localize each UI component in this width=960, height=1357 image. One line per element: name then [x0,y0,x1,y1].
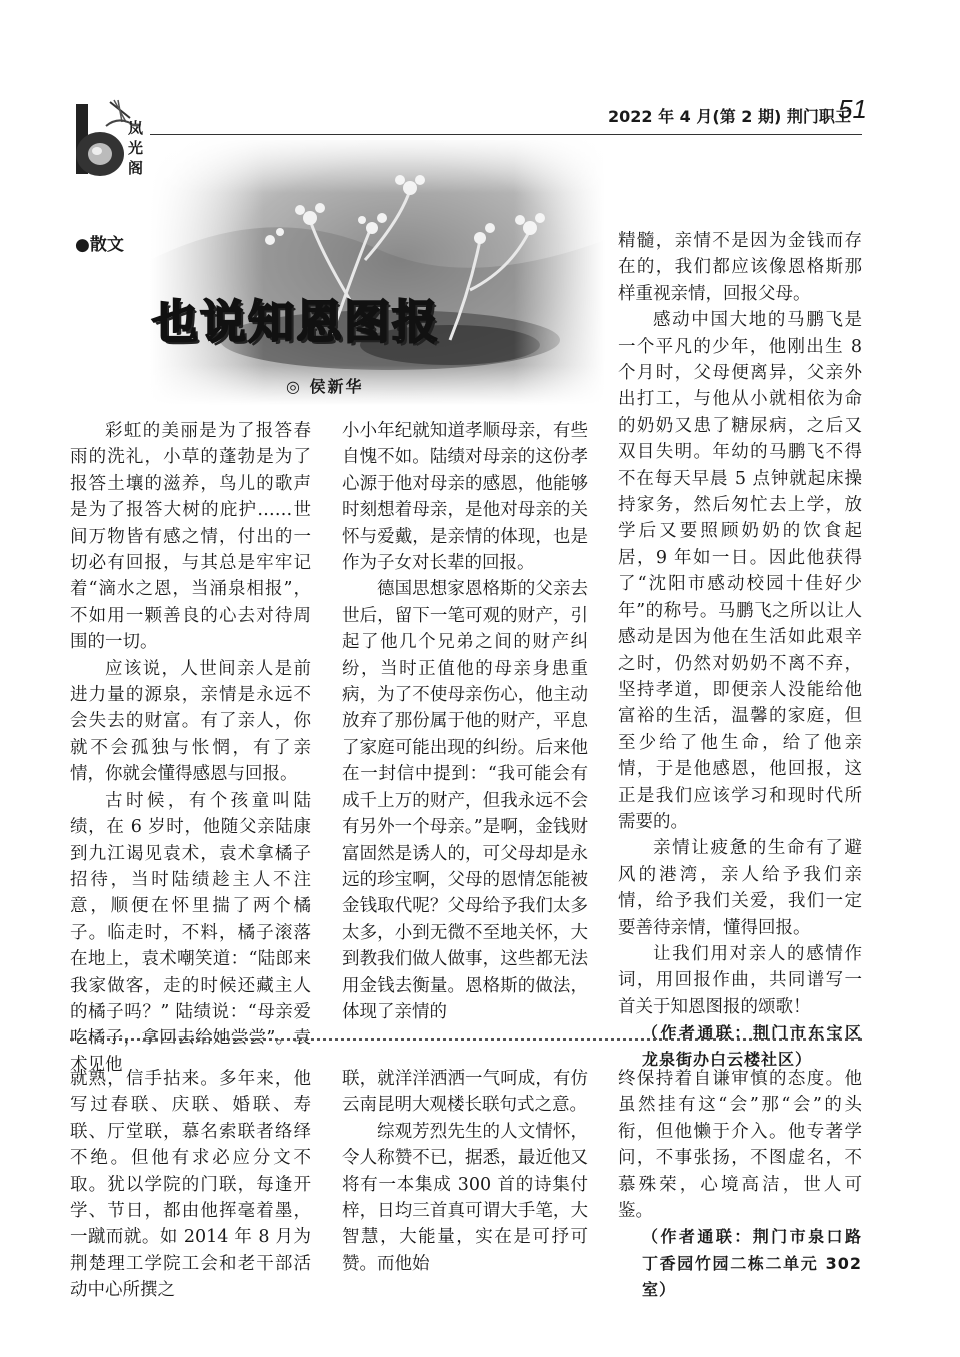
section-divider [70,1038,862,1041]
paragraph: 让我们用对亲人的感情作词，用回报作曲，共同谱写一首关于知恩图报的颂歌！ [618,943,862,1017]
article-column-3 [618,228,862,1073]
article-column-1 [70,418,311,1078]
article-title: 也说知恩图报 [152,295,440,349]
byline: ◎ 侯新华 [286,377,364,396]
paragraph: 终保持着自谦审慎的态度。他虽然挂有这“会”那“会”的头衔，但他懒于介入。他专著学问，不事张扬，不图虚名，不慕殊荣，心境高洁，世人可鉴。 [618,1069,862,1222]
paragraph: 就熟，信手拈来。多年来，他写过春联、庆联、婚联、寿联、厅堂联，慕名索联者络绎不绝。但他有求必应分文不取。犹以学院的门联，每逢开学、节日，都由他挥毫着墨，一蹴而就。如 2014 年 8 月为荆楚理工学院工会和老干部活动中心所撰之 [70,1069,311,1301]
paragraph: 古时候，有个孩童叫陆绩，在 6 岁时，他随父亲陆康到九江谒见袁术，袁术拿橘子招待，当时陆绩趁主人不注意，顺便在怀里揣了两个橘子。临走时，不料，橘子滚落在地上，袁术嘲笑道：“陆郎来我家做客，走的时候还藏主人的橘子吗？” 陆绩说：“母亲爱吃橘子，拿回去给她尝尝”。袁术见他 [70,790,311,1075]
paragraph: 小小年纪就知道孝顺母亲，有些自愧不如。陆绩对母亲的这份孝心源于他对母亲的感恩，他能够时刻想着母亲，是他对母亲的关怀与爱戴，是亲情的体现，也是作为子女对长辈的回报。 [342,421,588,574]
header-rule [150,134,862,135]
paragraph: 综观芳烈先生的人文情怀，令人称赞不已，据悉，最近他又将有一本集成 300 首的诗集付梓，日均三首真可谓大手笔，大智慧，大能量，实在是可抒可赞。而他始 [342,1121,588,1274]
paragraph: 亲情让疲惫的生命有了避风的港湾，亲人给予我们亲情，给予我们关爱，我们一定要善待亲情，懂得回报。 [618,838,862,938]
paragraph: 联，就洋洋洒洒一气呵成，有仿云南昆明大观楼长联句式之意。 [342,1069,588,1116]
continued-column-1 [70,1066,311,1304]
paragraph: 应该说，人世间亲人是前进力量的源泉，亲情是永远不会失去的财富。有了亲人，你就不会孤独与怅惘，有了亲情，你就会懂得感恩与回报。 [70,658,311,785]
paragraph: 德国思想家恩格斯的父亲去世后，留下一笔可观的财产，引起了他几个兄弟之间的财产纠纷，当时正值他的母亲身患重病，为了不使母亲伤心，他主动放弃了那份属于他的财产，平息了家庭可能出现的纠纷。后来他在一封信中提到：“我可能会有成千上万的财产，但我永远不会有另外一个母亲。”是啊，金钱财富固然是诱人的，可父母却是永远的珍宝啊，父母的恩情怎能被金钱取代呢？父母给予我们太多太多，小到无微不至地关怀，大到教我们做人做事，这些都无法用金钱去衡量。恩格斯的做法，体现了亲情的 [342,579,588,1022]
continued-column-2 [342,1066,588,1277]
page-number: 51 [838,94,867,124]
paragraph: 彩虹的美丽是为了报答春雨的洗礼，小草的蓬勃是为了报答土壤的滋养，鸟儿的歌声是为了报答大树的庇护……世间万物皆有感之情，付出的一切必有回报，与其总是牢牢记着“滴水之恩，当涌泉相报”，不如用一颗善良的心去对待周围的一切。 [70,421,311,653]
article-column-2 [342,418,588,1025]
continued-column-3 [618,1066,862,1304]
paragraph: 精髓，亲情不是因为金钱而存在的，我们都应该像恩格斯那样重视亲情，回报父母。 [618,231,862,304]
paragraph: 感动中国大地的马鹏飞是一个平凡的少年，他刚出生 8 个月时，父母便离异，父亲外出打工，与他从小就相依为命的奶奶又患了糖尿病，之后又双目失明。年幼的马鹏飞不得不在每天早晨 5 点钟就起床操持家务，然后匆忙去上学，放学后又要照顾奶奶的饮食起居，9 年如一日。因此他获得了“沈阳市感动校园十佳好少年”的称号。马鹏飞之所以让人感动是因为他在生活如此艰辛之时，仍然对奶奶不离不弃，坚持孝道，即便亲人没能给他富裕的生活，温馨的家庭，但至少给了他生命，给了他亲情，于是他感恩，他回报，这正是我们应该学习和现时代所需要的。 [618,310,862,832]
author-address: （作者通联：荆门市东宝区龙泉街办白云楼社区） [642,1023,862,1069]
author-address: （作者通联：荆门市泉口路丁香园竹园二栋二单元 302 室） [642,1227,862,1300]
banner-photo [150,140,605,405]
section-tag: ●散文 [75,235,124,255]
issue-info: 2022 年 4 月(第 2 期) 荆门职工 [608,107,851,126]
column-name: 岚光阁 [128,119,144,177]
